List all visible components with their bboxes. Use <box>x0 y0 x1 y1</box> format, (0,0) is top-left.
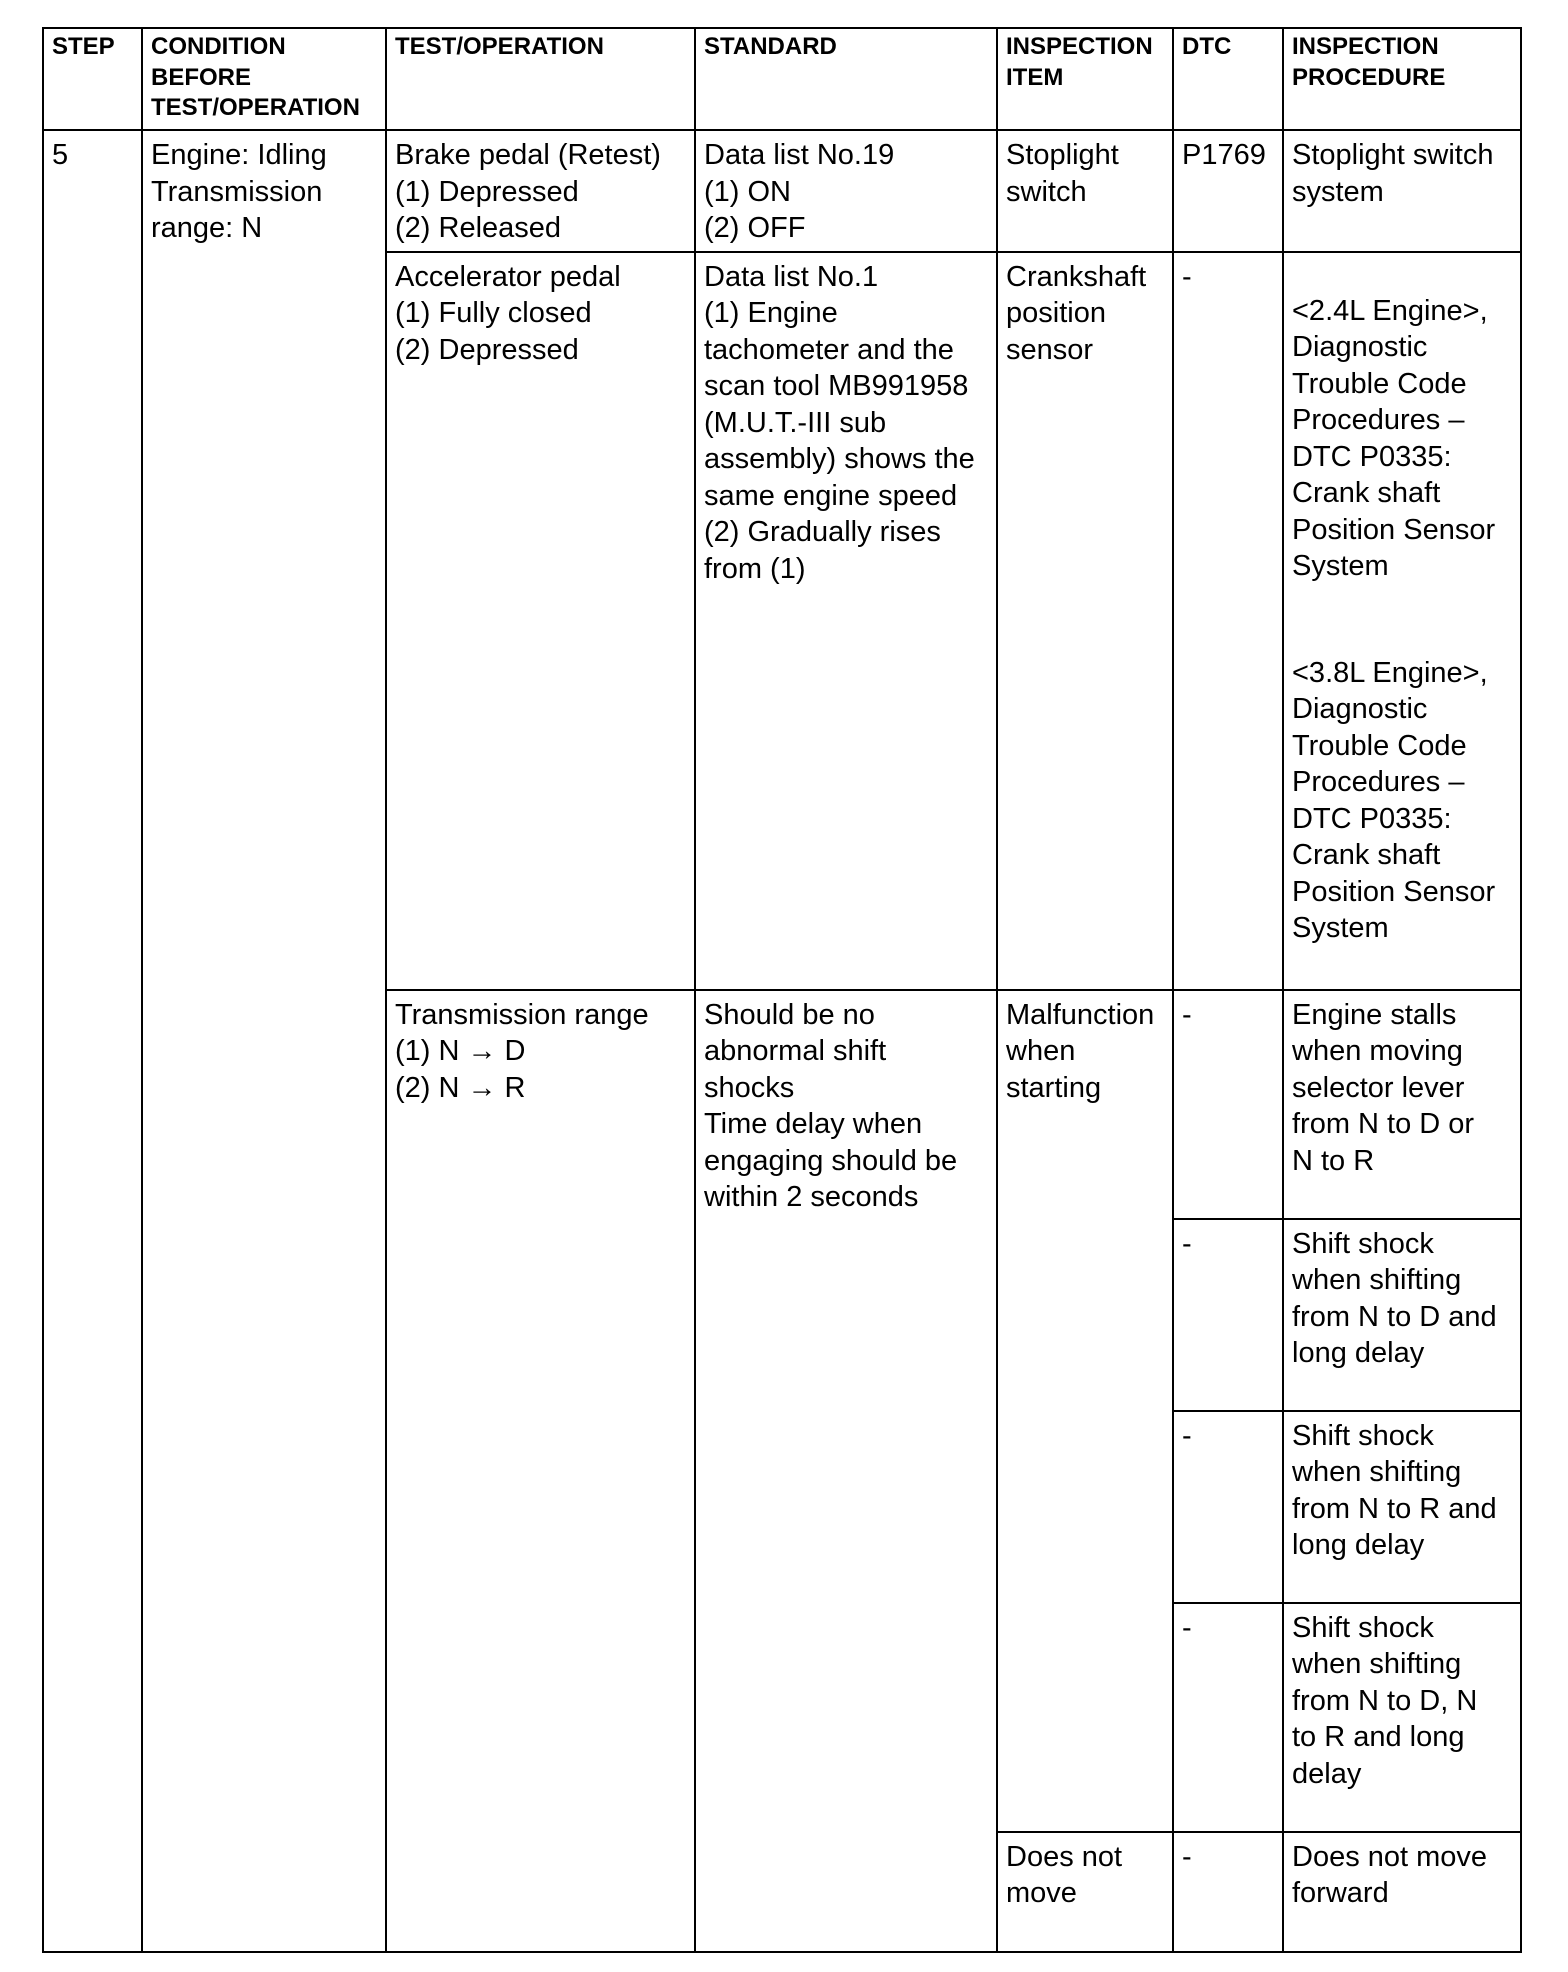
header-step: STEP <box>43 28 142 130</box>
dtc-cell: - <box>1173 1411 1283 1603</box>
standard-cell: Data list No.1 (1) Engine tachometer and the scan tool MB991958 (M.U.T.-III sub assembly) shows the same engine speed (2) Gradually rises from (1) <box>695 252 997 990</box>
standard-cell: Data list No.19 (1) ON (2) OFF <box>695 130 997 252</box>
inspection-table <box>42 27 1522 1953</box>
dtc-cell: P1769 <box>1173 130 1283 252</box>
procedure-cell: Shift shock when shifting from N to D and long delay <box>1283 1219 1521 1411</box>
standard-cell: Should be no abnormal shift shocks Time delay when engaging should be within 2 seconds <box>695 990 997 1952</box>
header-condition: CONDITION BEFORE TEST/OPERATION <box>142 28 386 130</box>
table-row <box>43 130 1521 252</box>
procedure-cell: Stoplight switch system <box>1283 130 1521 252</box>
inspection-item-cell: Does not move <box>997 1832 1173 1952</box>
dtc-cell: - <box>1173 252 1283 990</box>
dtc-cell: - <box>1173 1603 1283 1832</box>
header-standard: STANDARD <box>695 28 997 130</box>
inspection-item-cell: Crankshaft position sensor <box>997 252 1173 990</box>
step-condition: Engine: Idling Transmission range: N <box>142 130 386 1952</box>
dtc-cell: - <box>1173 1219 1283 1411</box>
dtc-cell: - <box>1173 990 1283 1219</box>
inspection-item-cell: Stoplight switch <box>997 130 1173 252</box>
header-dtc: DTC <box>1173 28 1283 130</box>
procedure-cell: Shift shock when shifting from N to R and long delay <box>1283 1411 1521 1603</box>
procedure-cell: Does not move forward <box>1283 1832 1521 1952</box>
procedure-3-8l-engine: <3.8L Engine>, Diagnostic Trouble Code Procedures – DTC P0335: Crank shaft Position Sensor System <box>1292 656 1496 944</box>
procedure-cell <box>1283 252 1521 990</box>
step-number: 5 <box>43 130 142 1952</box>
procedure-cell: Shift shock when shifting from N to D, N to R and long delay <box>1283 1603 1521 1832</box>
procedure-2-4l-engine: <2.4L Engine>, Diagnostic Trouble Code Procedures – DTC P0335: Crank shaft Position Sensor System <box>1292 294 1496 582</box>
procedure-cell: Engine stalls when moving selector lever from N to D or N to R <box>1283 990 1521 1219</box>
header-inspection-item: INSPECTION ITEM <box>997 28 1173 130</box>
header-test-operation: TEST/OPERATION <box>386 28 695 130</box>
test-operation-cell: Transmission range (1) N → D (2) N → R <box>386 990 695 1952</box>
test-operation-cell: Accelerator pedal (1) Fully closed (2) Depressed <box>386 252 695 990</box>
header-inspection-procedure: INSPECTION PROCEDURE <box>1283 28 1521 130</box>
header-row <box>43 28 1521 130</box>
dtc-cell: - <box>1173 1832 1283 1952</box>
test-operation-cell: Brake pedal (Retest) (1) Depressed (2) Released <box>386 130 695 252</box>
inspection-item-cell: Malfunction when starting <box>997 990 1173 1832</box>
